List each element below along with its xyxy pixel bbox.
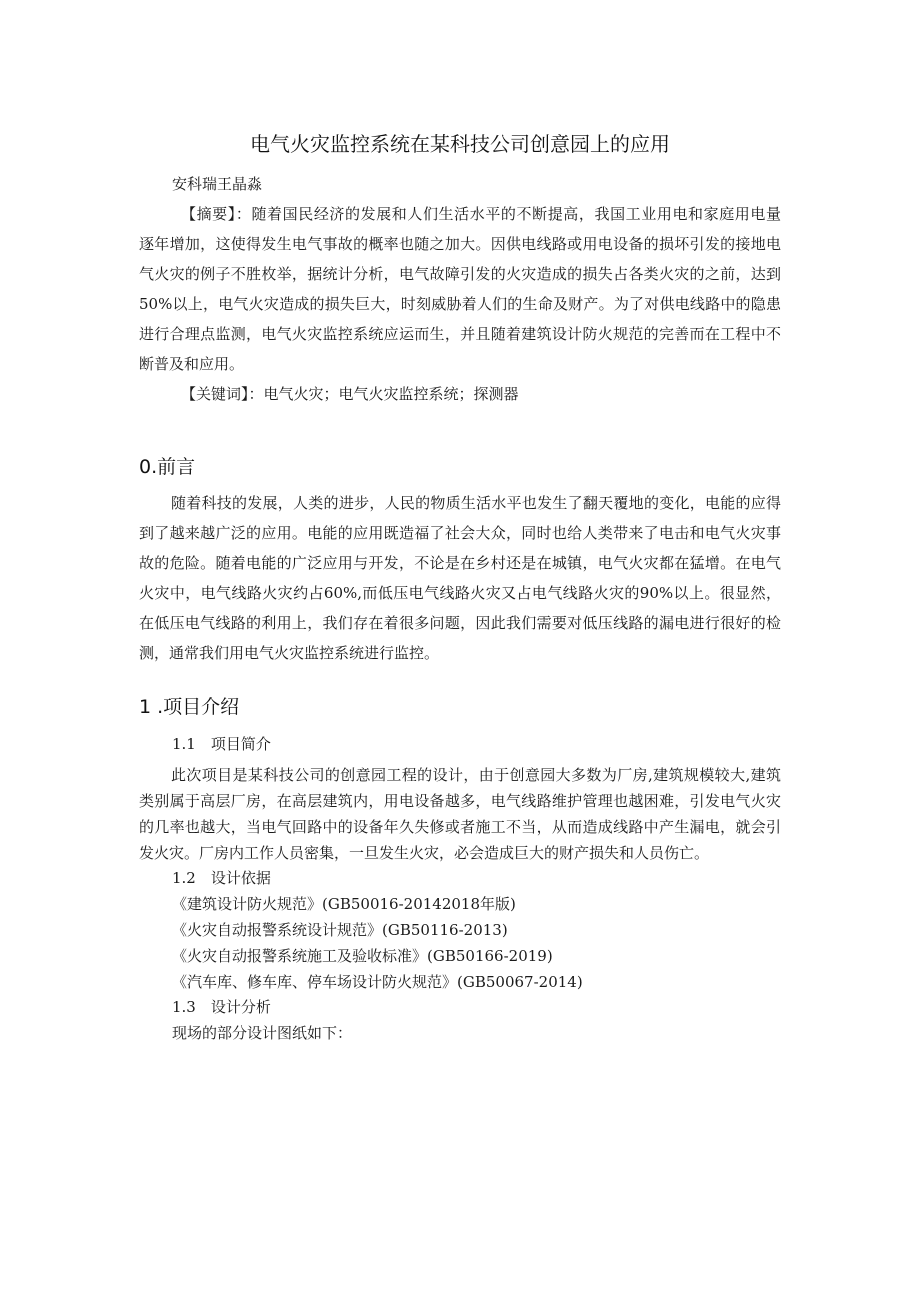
project-intro-line: 的几率也越大，当电气回路中的设备年久失修或者施工不当，从而造成线路中产生漏电，就会引 xyxy=(139,818,781,836)
design-analysis-intro: 现场的部分设计图纸如下： xyxy=(172,1024,353,1042)
project-intro-line: 此次项目是某科技公司的创意园工程的设计，由于创意园大多数为厂房,建筑规模较大,建筑 xyxy=(171,766,781,784)
abstract-line: 进行合理点监测，电气火灾监控系统应运而生，并且随着建筑设计防火规范的完善而在工程中不 xyxy=(139,325,781,343)
preface-line: 到了越来越广泛的应用。电能的应用既造福了社会大众，同时也给人类带来了电击和电气火灾事 xyxy=(139,524,781,542)
standard-item: 《火灾自动报警系统设计规范》(GB50116-2013) xyxy=(172,921,508,939)
abstract-line: 【摘要】：随着国民经济的发展和人们生活水平的不断提高，我国工业用电和家庭用电量 xyxy=(181,205,781,223)
abstract-line: 逐年增加，这使得发生电气事故的概率也随之加大。因供电线路或用电设备的损坏引发的接地电 xyxy=(139,235,781,253)
subsection-heading: 1.3 设计分析 xyxy=(172,998,271,1016)
document-title: 电气火灾监控系统在某科技公司创意园上的应用 xyxy=(250,132,670,156)
standard-item: 《汽车库、修车库、停车场设计防火规范》(GB50067-2014) xyxy=(172,973,583,991)
keywords-line: 【关键词】：电气火灾；电气火灾监控系统；探测器 xyxy=(181,385,519,403)
preface-line: 测，通常我们用电气火灾监控系统进行监控。 xyxy=(139,644,440,662)
section-heading-project: 1 .项目介绍 xyxy=(139,696,240,718)
preface-line: 在低压电气线路的利用上，我们存在着很多问题，因此我们需要对低压线路的漏电进行很好的检 xyxy=(139,614,781,632)
project-intro-line: 发火灾。厂房内工作人员密集，一旦发生火灾，必会造成巨大的财产损失和人员伤亡。 xyxy=(139,844,710,862)
author-line: 安科瑞王晶淼 xyxy=(172,175,263,193)
abstract-line: 断普及和应用。 xyxy=(139,355,245,373)
standard-item: 《建筑设计防火规范》(GB50016-20142018年版) xyxy=(172,895,516,913)
preface-line: 故的危险。随着电能的广泛应用与开发，不论是在乡村还是在城镇，电气火灾都在猛增。在电气 xyxy=(139,554,781,572)
standard-item: 《火灾自动报警系统施工及验收标准》(GB50166-2019) xyxy=(172,947,553,965)
abstract-line: 气火灾的例子不胜枚举，据统计分析，电气故障引发的火灾造成的损失占各类火灾的之前，达到 xyxy=(139,265,781,283)
project-intro-line: 类别属于高层厂房，在高层建筑内，用电设备越多，电气线路维护管理也越困难，引发电气火灾 xyxy=(139,792,781,810)
preface-line: 随着科技的发展，人类的进步，人民的物质生活水平也发生了翻天覆地的变化，电能的应得 xyxy=(171,494,781,512)
subsection-heading: 1.2 设计依据 xyxy=(172,869,271,887)
subsection-heading: 1.1 项目简介 xyxy=(172,735,271,753)
section-heading-preface: 0.前言 xyxy=(139,456,196,478)
preface-line: 火灾中，电气线路火灾约占60%,而低压电气线路火灾又占电气线路火灾的90%以上。很显然， xyxy=(139,584,781,602)
abstract-line: 50%以上，电气火灾造成的损失巨大，时刻威胁着人们的生命及财产。为了对供电线路中的隐患 xyxy=(139,295,781,313)
